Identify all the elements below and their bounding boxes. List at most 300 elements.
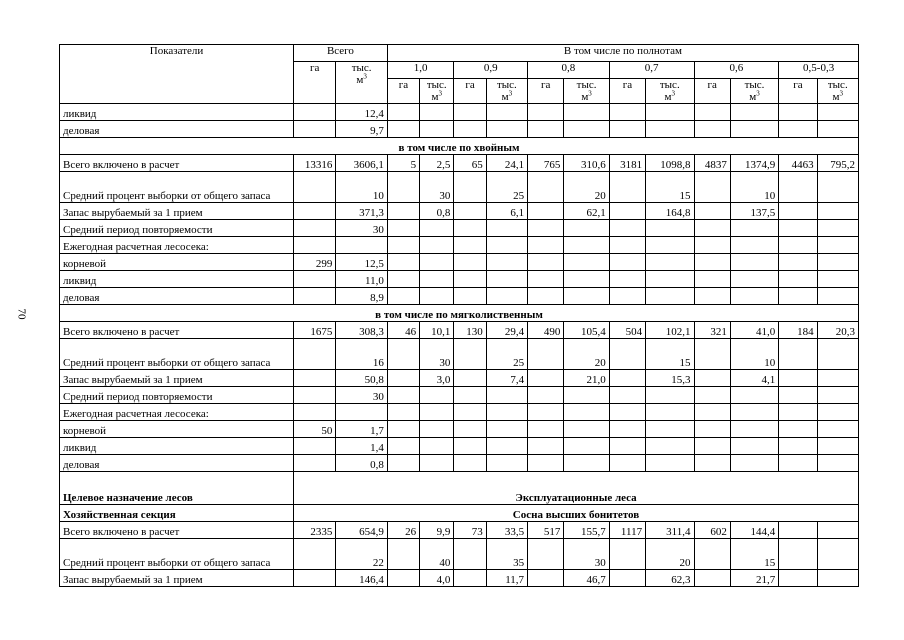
table-cell	[387, 172, 419, 203]
table-cell: 24,1	[486, 155, 527, 172]
table-cell: 20,3	[817, 322, 858, 339]
table-cell	[486, 438, 527, 455]
table-cell	[528, 254, 564, 271]
table-cell: 25	[486, 172, 527, 203]
table-cell: 299	[294, 254, 336, 271]
row-label: Хозяйственная секция	[60, 505, 294, 522]
table-cell	[609, 220, 645, 237]
table-cell	[294, 271, 336, 288]
table-cell	[779, 539, 817, 570]
table-cell	[817, 172, 858, 203]
table-cell	[454, 387, 486, 404]
table-cell	[387, 254, 419, 271]
table-cell	[387, 104, 419, 121]
table-row	[60, 387, 859, 404]
unit-tys-m3-header: тыс. $м^3$	[817, 79, 858, 104]
table-cell	[387, 438, 419, 455]
table-cell	[609, 570, 645, 587]
table-cell	[694, 387, 730, 404]
table-cell: 1,4	[336, 438, 387, 455]
table-cell	[387, 237, 419, 254]
table-cell	[387, 370, 419, 387]
table-cell	[454, 539, 486, 570]
table-cell: 10,1	[420, 322, 454, 339]
density-group-header: 0,8	[528, 62, 610, 79]
table-cell	[420, 288, 454, 305]
unit-tys-m3-header: тыс. $м^3$	[564, 79, 609, 104]
table-cell: 13316	[294, 155, 336, 172]
table-cell	[779, 121, 817, 138]
table-cell	[646, 237, 694, 254]
table-cell	[486, 404, 527, 421]
table-row	[60, 172, 859, 203]
table-cell	[779, 172, 817, 203]
table-cell	[694, 421, 730, 438]
unit-ha-header: га	[779, 79, 817, 104]
table-cell: 35	[486, 539, 527, 570]
table-cell	[817, 220, 858, 237]
table-cell	[609, 455, 645, 472]
table-cell: 22	[336, 539, 387, 570]
table-cell	[694, 539, 730, 570]
table-cell	[694, 438, 730, 455]
table-cell	[420, 404, 454, 421]
table-cell	[454, 203, 486, 220]
unit-ha-header: га	[387, 79, 419, 104]
table-cell: 30	[336, 387, 387, 404]
table-cell: 155,7	[564, 522, 609, 539]
table-cell: 0,8	[420, 203, 454, 220]
table-cell	[294, 121, 336, 138]
table-cell	[779, 288, 817, 305]
table-cell: 3,0	[420, 370, 454, 387]
table-cell: 5	[387, 155, 419, 172]
table-cell	[564, 237, 609, 254]
table-cell	[420, 237, 454, 254]
table-cell	[387, 288, 419, 305]
table-cell	[486, 455, 527, 472]
table-cell: 164,8	[646, 203, 694, 220]
table-cell	[528, 121, 564, 138]
table-cell	[454, 404, 486, 421]
table-cell	[817, 522, 858, 539]
table-cell	[528, 220, 564, 237]
table-cell	[486, 288, 527, 305]
table-cell	[817, 455, 858, 472]
table-cell	[730, 254, 778, 271]
table-cell	[694, 104, 730, 121]
table-cell	[294, 288, 336, 305]
table-cell	[420, 421, 454, 438]
row-label: ликвид	[60, 271, 294, 288]
table-cell	[779, 455, 817, 472]
table-cell	[564, 104, 609, 121]
table-cell: 2,5	[420, 155, 454, 172]
table-cell	[454, 254, 486, 271]
table-cell	[528, 370, 564, 387]
table-cell	[817, 237, 858, 254]
table-cell: 1098,8	[646, 155, 694, 172]
row-value: Сосна высших бонитетов	[294, 505, 859, 522]
table-cell: 795,2	[817, 155, 858, 172]
row-label: Ежегодная расчетная лесосека:	[60, 237, 294, 254]
table-cell	[817, 271, 858, 288]
table-cell	[609, 237, 645, 254]
table-row	[60, 370, 859, 387]
table-cell: 73	[454, 522, 486, 539]
row-label: Средний процент выборки от общего запаса	[60, 539, 294, 570]
unit-tys-m3-header: тыс. $м^3$	[486, 79, 527, 104]
unit-ha-header: га	[528, 79, 564, 104]
table-cell	[817, 104, 858, 121]
table-cell: 25	[486, 339, 527, 370]
table-cell	[294, 220, 336, 237]
table-cell	[817, 370, 858, 387]
row-label: Целевое назначение лесов	[60, 472, 294, 505]
table-cell: 11,0	[336, 271, 387, 288]
table-cell	[646, 254, 694, 271]
table-cell	[779, 522, 817, 539]
table-cell: 4463	[779, 155, 817, 172]
row-label: деловая	[60, 455, 294, 472]
table-cell	[454, 271, 486, 288]
table-cell	[528, 339, 564, 370]
table-cell	[528, 421, 564, 438]
table-cell	[528, 172, 564, 203]
table-cell: 0,8	[336, 455, 387, 472]
row-label: деловая	[60, 121, 294, 138]
table-cell	[454, 172, 486, 203]
table-cell	[817, 387, 858, 404]
table-cell: 29,4	[486, 322, 527, 339]
table-cell	[779, 271, 817, 288]
page-number: 70	[15, 308, 28, 320]
table-cell	[817, 254, 858, 271]
table-cell: 3606,1	[336, 155, 387, 172]
row-label: Всего включено в расчет	[60, 155, 294, 172]
table-cell	[564, 271, 609, 288]
row-label: корневой	[60, 254, 294, 271]
table-cell	[609, 339, 645, 370]
table-cell	[486, 237, 527, 254]
header-by-density: В том числе по полнотам	[387, 45, 858, 62]
table-cell: 2335	[294, 522, 336, 539]
table-cell: 20	[564, 339, 609, 370]
table-cell: 3181	[609, 155, 645, 172]
table-cell	[294, 387, 336, 404]
table-cell	[646, 288, 694, 305]
table-cell	[817, 404, 858, 421]
table-cell: 30	[336, 220, 387, 237]
table-cell	[694, 339, 730, 370]
table-cell	[294, 104, 336, 121]
table-row	[60, 455, 859, 472]
table-cell	[730, 455, 778, 472]
table-cell	[817, 339, 858, 370]
table-cell: 308,3	[336, 322, 387, 339]
table-cell	[420, 455, 454, 472]
table-row	[60, 254, 859, 271]
table-cell: 371,3	[336, 203, 387, 220]
row-label: ликвид	[60, 104, 294, 121]
table-cell	[609, 370, 645, 387]
table-body	[60, 104, 859, 587]
table-row	[60, 305, 859, 322]
table-cell: 184	[779, 322, 817, 339]
row-label: корневой	[60, 421, 294, 438]
table-cell	[609, 404, 645, 421]
table-cell	[694, 172, 730, 203]
table-cell	[694, 121, 730, 138]
table-cell	[387, 387, 419, 404]
table-cell: 1,7	[336, 421, 387, 438]
table-cell	[336, 237, 387, 254]
row-label: Средний процент выборки от общего запаса	[60, 172, 294, 203]
table-row	[60, 539, 859, 570]
density-group-header: 0,7	[609, 62, 694, 79]
table-cell	[694, 254, 730, 271]
table-cell: 20	[646, 539, 694, 570]
table-cell	[528, 104, 564, 121]
table-cell: 15	[730, 539, 778, 570]
table-cell: 4,0	[420, 570, 454, 587]
table-cell	[486, 421, 527, 438]
row-label: Всего включено в расчет	[60, 322, 294, 339]
table-cell	[646, 271, 694, 288]
table-cell: 15	[646, 339, 694, 370]
table-cell	[528, 288, 564, 305]
table-cell	[294, 370, 336, 387]
table-cell	[294, 455, 336, 472]
table-cell	[564, 421, 609, 438]
table-cell: 504	[609, 322, 645, 339]
table-cell	[730, 271, 778, 288]
table-cell: 33,5	[486, 522, 527, 539]
table-cell	[779, 370, 817, 387]
table-cell	[387, 539, 419, 570]
table-cell	[779, 220, 817, 237]
table-row	[60, 138, 859, 155]
table-row	[60, 505, 859, 522]
table-cell	[779, 254, 817, 271]
table-cell	[294, 237, 336, 254]
table-cell: 146,4	[336, 570, 387, 587]
row-label: Средний период повторяемости	[60, 220, 294, 237]
table-row	[60, 421, 859, 438]
table-row	[60, 472, 859, 505]
table-cell	[420, 104, 454, 121]
table-cell	[420, 121, 454, 138]
table-cell: 30	[420, 172, 454, 203]
table-cell	[564, 455, 609, 472]
row-label: Средний период повторяемости	[60, 387, 294, 404]
table-cell	[420, 438, 454, 455]
table-cell	[294, 172, 336, 203]
table-cell	[454, 438, 486, 455]
table-cell: 15,3	[646, 370, 694, 387]
table-cell	[730, 220, 778, 237]
table-cell	[730, 438, 778, 455]
table-cell	[294, 438, 336, 455]
table-cell: 10	[730, 172, 778, 203]
table-cell	[294, 570, 336, 587]
table-cell	[294, 203, 336, 220]
table-cell	[609, 254, 645, 271]
table-cell	[387, 203, 419, 220]
table-cell: 10	[336, 172, 387, 203]
table-row	[60, 220, 859, 237]
table-cell	[454, 237, 486, 254]
table-cell: 30	[420, 339, 454, 370]
row-value: Эксплуатационные леса	[294, 472, 859, 505]
header-unit-tys-m3: тыс. $м^3$	[336, 62, 387, 104]
table-cell	[817, 438, 858, 455]
table-cell: 15	[646, 172, 694, 203]
table-row	[60, 237, 859, 254]
table-cell	[564, 254, 609, 271]
table-cell	[609, 288, 645, 305]
table-cell	[564, 121, 609, 138]
table-cell	[420, 220, 454, 237]
table-cell: 311,4	[646, 522, 694, 539]
table-cell: 46	[387, 322, 419, 339]
table-cell: 130	[454, 322, 486, 339]
table-cell	[646, 387, 694, 404]
table-cell	[454, 421, 486, 438]
table-cell	[609, 271, 645, 288]
table-row	[60, 404, 859, 421]
table-cell: 1374,9	[730, 155, 778, 172]
density-group-header: 0,6	[694, 62, 779, 79]
table-cell	[528, 539, 564, 570]
table-cell: 517	[528, 522, 564, 539]
table-cell	[730, 121, 778, 138]
table-cell: 30	[564, 539, 609, 570]
table-cell: 4837	[694, 155, 730, 172]
table-cell	[454, 288, 486, 305]
table-cell: 50,8	[336, 370, 387, 387]
table-cell	[528, 271, 564, 288]
table-row	[60, 155, 859, 172]
header-total: Всего	[294, 45, 388, 62]
table-cell	[486, 387, 527, 404]
unit-tys-m3-header: тыс. $м^3$	[730, 79, 778, 104]
section-heading: в том числе по мягколиственным	[60, 305, 859, 322]
table-cell	[779, 339, 817, 370]
table-row	[60, 570, 859, 587]
row-label: Ежегодная расчетная лесосека:	[60, 404, 294, 421]
section-heading: в том числе по хвойным	[60, 138, 859, 155]
table-cell	[486, 220, 527, 237]
table-cell: 602	[694, 522, 730, 539]
header-indicators: Показатели	[60, 45, 294, 104]
density-group-header: 1,0	[387, 62, 454, 79]
table-cell: 1675	[294, 322, 336, 339]
table-cell: 20	[564, 172, 609, 203]
table-cell: 9,9	[420, 522, 454, 539]
table-cell	[779, 387, 817, 404]
felling-table	[59, 44, 859, 587]
table-cell	[486, 121, 527, 138]
table-cell	[646, 438, 694, 455]
table-cell	[528, 438, 564, 455]
table-row	[60, 104, 859, 121]
table-cell	[817, 421, 858, 438]
table-cell	[694, 455, 730, 472]
table-cell	[528, 237, 564, 254]
table-cell: 321	[694, 322, 730, 339]
row-label: Средний процент выборки от общего запаса	[60, 339, 294, 370]
table-cell: 1117	[609, 522, 645, 539]
table-cell	[646, 404, 694, 421]
table-cell	[420, 271, 454, 288]
table-cell	[646, 121, 694, 138]
unit-tys-m3-header: тыс. $м^3$	[646, 79, 694, 104]
table-row	[60, 438, 859, 455]
table-cell: 9,7	[336, 121, 387, 138]
table-cell	[694, 220, 730, 237]
table-cell	[694, 271, 730, 288]
density-group-header: 0,5-0,3	[779, 62, 859, 79]
table-cell: 6,1	[486, 203, 527, 220]
table-cell	[779, 404, 817, 421]
table-cell	[694, 288, 730, 305]
unit-ha-header: га	[454, 79, 486, 104]
table-cell	[528, 404, 564, 421]
table-cell: 21,7	[730, 570, 778, 587]
table-cell	[730, 288, 778, 305]
table-cell	[387, 339, 419, 370]
unit-tys-m3-header: тыс. $м^3$	[420, 79, 454, 104]
table-cell	[694, 237, 730, 254]
table-cell	[294, 339, 336, 370]
table-cell	[646, 455, 694, 472]
table-cell	[646, 421, 694, 438]
table-cell	[779, 104, 817, 121]
table-row	[60, 322, 859, 339]
table-row	[60, 121, 859, 138]
table-cell	[730, 237, 778, 254]
table-cell: 41,0	[730, 322, 778, 339]
table-row	[60, 203, 859, 220]
table-cell	[694, 203, 730, 220]
table-cell	[609, 203, 645, 220]
table-cell	[817, 288, 858, 305]
table-cell	[454, 339, 486, 370]
table-cell	[454, 121, 486, 138]
table-cell	[609, 438, 645, 455]
table-cell: 21,0	[564, 370, 609, 387]
table-cell: 490	[528, 322, 564, 339]
table-cell	[528, 203, 564, 220]
table-cell	[730, 404, 778, 421]
table-cell	[294, 404, 336, 421]
table-cell	[609, 172, 645, 203]
table-cell	[779, 203, 817, 220]
table-cell: 62,3	[646, 570, 694, 587]
table-cell	[387, 271, 419, 288]
table-header	[60, 45, 859, 104]
table-cell: 10	[730, 339, 778, 370]
density-group-header: 0,9	[454, 62, 528, 79]
row-label: Всего включено в расчет	[60, 522, 294, 539]
table-cell	[564, 387, 609, 404]
table-cell: 26	[387, 522, 419, 539]
table-cell: 40	[420, 539, 454, 570]
table-cell	[694, 404, 730, 421]
table-cell	[420, 387, 454, 404]
table-row	[60, 271, 859, 288]
